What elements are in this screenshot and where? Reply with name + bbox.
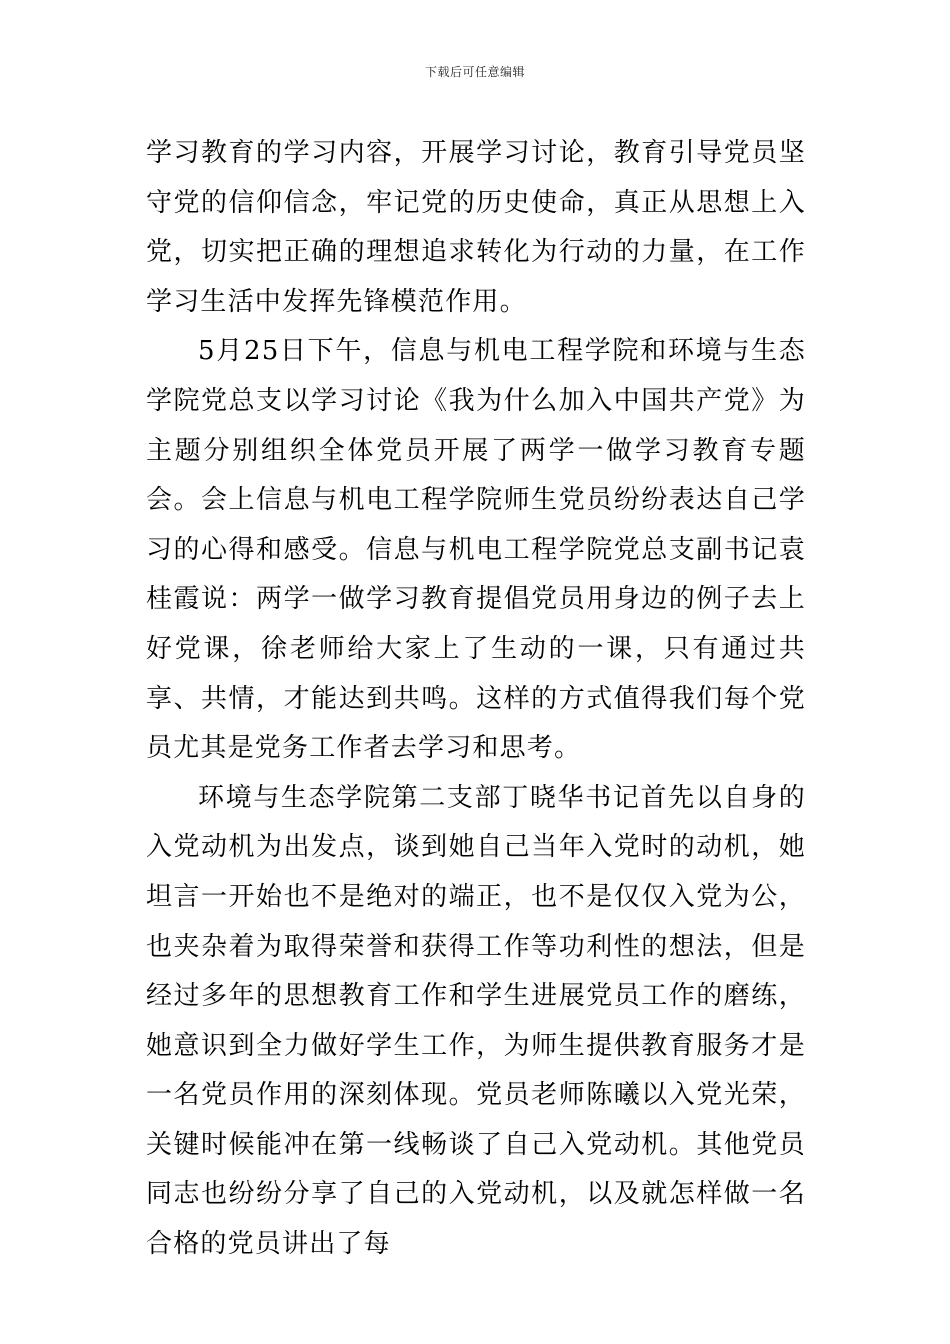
paragraph-branch-secretary: 环境与生态学院第二支部丁晓华书记首先以自身的入党动机为出发点，谈到她自己当年入党时的动机，她坦言一开始也不是绝对的端正，也不是仅仅入党为公，也夹杂着为取得荣誉和获得工作等功利性的想法，但是经过多年的思想教育工作和学生进展党员工作的磨练，她意识到全力做好学生工作，为师生提供教育服务才是一名党员作用的深刻体现。党员老师陈曦以入党光荣，关键时候能冲在第一线畅谈了自己入党动机。其他党员同志也纷纷分享了自己的入党动机，以及就怎样做一名合格的党员讲出了每 <box>146 782 806 1260</box>
paragraph-meeting: 5月25日下午，信息与机电工程学院和环境与生态学院党总支以学习讨论《我为什么加入中国共产党》为主题分别组织全体党员开展了两学一做学习教育专题会。会上信息与机电工程学院师生党员纷纷表达自己学习的心得和感受。信息与机电工程学院党总支副书记袁桂霞说：两学一做学习教育提倡党员用身边的例子去上好党课，徐老师给大家上了生动的一课，只有通过共享、共情，才能达到共鸣。这样的方式值得我们每个党员尤其是党务工作者去学习和思考。 <box>146 336 806 764</box>
page-header: 下载后可任意编辑 <box>424 65 525 79</box>
paragraph-continued: 学习教育的学习内容，开展学习讨论，教育引导党员坚守党的信仰信念，牢记党的历史使命，真正从思想上入党，切实把正确的理想追求转化为行动的力量，在工作学习生活中发挥先锋模范作用。 <box>146 138 806 317</box>
document-body <box>146 129 806 1270</box>
